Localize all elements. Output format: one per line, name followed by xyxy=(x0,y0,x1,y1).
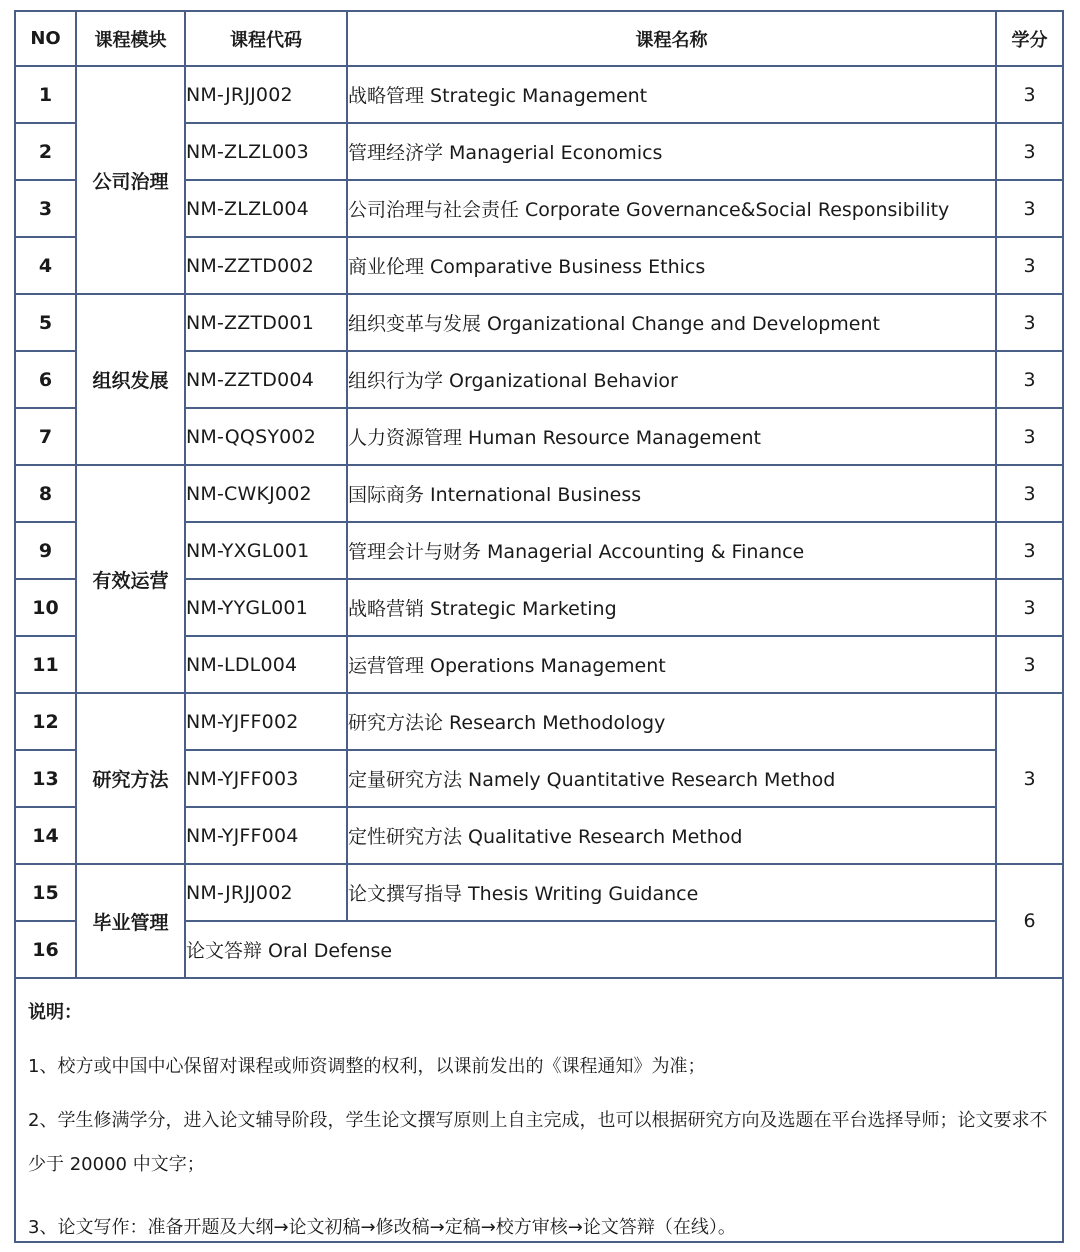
course-code: NM-ZLZL003 xyxy=(185,123,347,180)
course-credit: 3 xyxy=(996,693,1062,864)
note-item: 3、论文写作：准备开题及大纲→论文初稿→修改稿→定稿→校方审核→论文答辩（在线）。 xyxy=(28,1217,736,1238)
module-cell: 研究方法 xyxy=(76,693,185,864)
course-name: 研究方法论 Research Methodology xyxy=(347,693,996,750)
course-document xyxy=(14,10,1064,1243)
course-code: NM-QQSY002 xyxy=(185,408,347,465)
module-cell: 毕业管理 xyxy=(76,864,185,978)
row-no: 4 xyxy=(16,237,76,294)
course-code: NM-YJFF004 xyxy=(185,807,347,864)
header-name: 课程名称 xyxy=(347,12,996,66)
course-name: 战略营销 Strategic Marketing xyxy=(347,579,996,636)
course-code: NM-YXGL001 xyxy=(185,522,347,579)
note-item: 1、校方或中国中心保留对课程或师资调整的权利，以课前发出的《课程通知》为准； xyxy=(28,1056,706,1077)
table-row xyxy=(16,294,1062,351)
course-code: NM-ZLZL004 xyxy=(185,180,347,237)
table-row xyxy=(16,465,1062,522)
course-name: 管理经济学 Managerial Economics xyxy=(347,123,996,180)
row-no: 14 xyxy=(16,807,76,864)
course-credit: 3 xyxy=(996,294,1062,351)
row-no: 16 xyxy=(16,921,76,978)
course-credit: 6 xyxy=(996,864,1062,978)
table-row xyxy=(16,864,1062,921)
course-name: 运营管理 Operations Management xyxy=(347,636,996,693)
course-credit: 3 xyxy=(996,408,1062,465)
course-code: NM-JRJJ002 xyxy=(185,66,347,123)
header-credit: 学分 xyxy=(996,12,1062,66)
table-row xyxy=(16,66,1062,123)
course-name: 战略管理 Strategic Management xyxy=(347,66,996,123)
course-code: NM-JRJJ002 xyxy=(185,864,347,921)
course-credit: 3 xyxy=(996,123,1062,180)
course-code: NM-ZZTD002 xyxy=(185,237,347,294)
course-code: NM-LDL004 xyxy=(185,636,347,693)
course-credit: 3 xyxy=(996,66,1062,123)
module-cell: 组织发展 xyxy=(76,294,185,465)
notes-title: 说明： xyxy=(28,1002,82,1023)
row-no: 7 xyxy=(16,408,76,465)
notes-section xyxy=(16,977,1062,1241)
table-row xyxy=(16,693,1062,750)
course-code: NM-ZZTD001 xyxy=(185,294,347,351)
course-name: 国际商务 International Business xyxy=(347,465,996,522)
note-item: 2、学生修满学分，进入论文辅导阶段，学生论文撰写原则上自主完成，也可以根据研究方向及选题在平台选择导师；论文要求不少于 20000 中文字； xyxy=(28,1110,1048,1175)
module-cell: 公司治理 xyxy=(76,66,185,294)
course-name: 组织变革与发展 Organizational Change and Development xyxy=(347,294,996,351)
row-no: 9 xyxy=(16,522,76,579)
row-no: 3 xyxy=(16,180,76,237)
row-no: 8 xyxy=(16,465,76,522)
header-module: 课程模块 xyxy=(76,12,185,66)
course-name: 论文撰写指导 Thesis Writing Guidance xyxy=(347,864,996,921)
row-no: 13 xyxy=(16,750,76,807)
row-no: 5 xyxy=(16,294,76,351)
table-header-row xyxy=(16,12,1062,66)
course-code: NM-CWKJ002 xyxy=(185,465,347,522)
course-code: NM-YJFF002 xyxy=(185,693,347,750)
course-name: 公司治理与社会责任 Corporate Governance&Social Responsibility xyxy=(347,180,996,237)
row-no: 6 xyxy=(16,351,76,408)
course-code: NM-YJFF003 xyxy=(185,750,347,807)
course-credit: 3 xyxy=(996,636,1062,693)
course-name: 定量研究方法 Namely Quantitative Research Method xyxy=(347,750,996,807)
course-credit: 3 xyxy=(996,180,1062,237)
row-no: 12 xyxy=(16,693,76,750)
header-no: NO xyxy=(16,12,76,66)
course-credit: 3 xyxy=(996,351,1062,408)
course-credit: 3 xyxy=(996,465,1062,522)
module-cell: 有效运营 xyxy=(76,465,185,693)
course-credit: 3 xyxy=(996,522,1062,579)
course-table xyxy=(16,12,1062,979)
row-no: 11 xyxy=(16,636,76,693)
course-name: 定性研究方法 Qualitative Research Method xyxy=(347,807,996,864)
course-code: NM-YYGL001 xyxy=(185,579,347,636)
row-no: 1 xyxy=(16,66,76,123)
course-credit: 3 xyxy=(996,237,1062,294)
course-name: 人力资源管理 Human Resource Management xyxy=(347,408,996,465)
row-no: 10 xyxy=(16,579,76,636)
course-credit: 3 xyxy=(996,579,1062,636)
row-no: 2 xyxy=(16,123,76,180)
course-code: NM-ZZTD004 xyxy=(185,351,347,408)
row-no: 15 xyxy=(16,864,76,921)
course-name: 论文答辩 Oral Defense xyxy=(185,921,996,978)
course-name: 组织行为学 Organizational Behavior xyxy=(347,351,996,408)
course-name: 商业伦理 Comparative Business Ethics xyxy=(347,237,996,294)
course-name: 管理会计与财务 Managerial Accounting & Finance xyxy=(347,522,996,579)
header-code: 课程代码 xyxy=(185,12,347,66)
